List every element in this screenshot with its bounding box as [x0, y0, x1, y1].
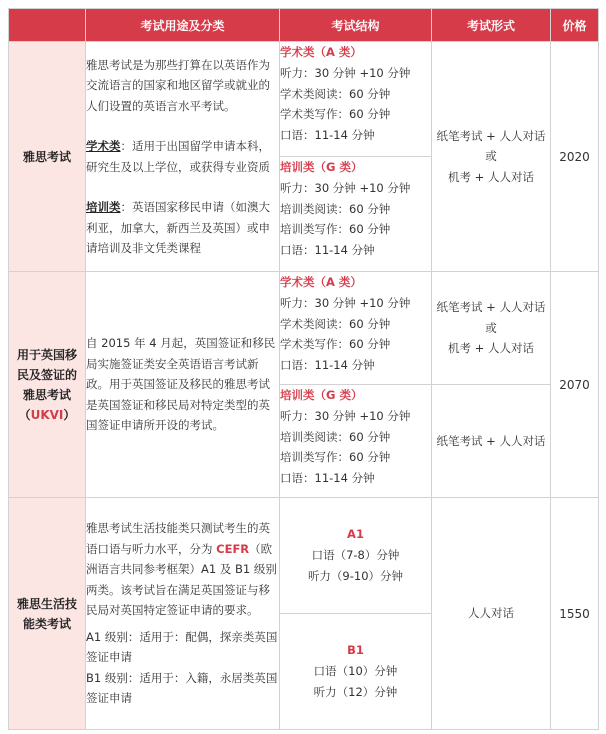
use-intro: 雅思考试生活技能类只测试考生的英语口语与听力水平，分为 CEFR（欧洲语言共同参考框架）A1 及 B1 级别两类。该考试旨在满足英国签证与移民局对英国特定签证申请的要求。 [86, 521, 277, 618]
structure-b1: B1 口语（10）分钟 听力（12）分钟 [280, 614, 432, 730]
ukvi-label: UKVI [30, 407, 64, 422]
structure-academic: 学术类（A 类） 听力：30 分钟 +10 分钟 学术类阅读：60 分钟 学术类写作：60 分钟 口语：11-14 分钟 [280, 42, 432, 157]
structure-general: 培训类（G 类） 听力：30 分钟 +10 分钟 培训类阅读：60 分钟 培训类写作：60 分钟 口语：11-14 分钟 [280, 157, 432, 272]
use-academic: 学术类：适用于出国留学申请本科，研究生及以上学位，或获得专业资质 [86, 139, 270, 174]
header-name [9, 9, 86, 42]
exam-format: 人人对话 [432, 498, 551, 730]
exam-table [8, 8, 599, 730]
header-row [9, 9, 599, 42]
header-structure: 考试结构 [280, 9, 432, 42]
exam-price: 2070 [551, 272, 599, 498]
header-price: 价格 [551, 9, 599, 42]
table-row [9, 42, 599, 157]
header-use: 考试用途及分类 [86, 9, 280, 42]
use-b1: B1 级别：适用于：入籍，永居类英国签证申请 [86, 670, 278, 706]
exam-name: 用于英国移 民及签证的 雅思考试 （UKVI） [9, 272, 86, 498]
exam-use [86, 498, 280, 730]
table-row [9, 498, 599, 614]
exam-use: 自 2015 年 4 月起，英国签证和移民局实施签证类安全英语语言考试新政。用于英国签证及移民的雅思考试是英国签证和移民局对特定类型的英国签证申请所开设的考试。 [86, 272, 280, 498]
header-format: 考试形式 [432, 9, 551, 42]
structure-academic: 学术类（A 类） 听力：30 分钟 +10 分钟 学术类阅读：60 分钟 学术类写作：60 分钟 口语：11-14 分钟 [280, 272, 432, 385]
exam-name: 雅思生活技 能类考试 [9, 498, 86, 730]
exam-format: 纸笔考试 + 人人对话 或 机考 + 人人对话 [432, 42, 551, 272]
exam-name: 雅思考试 [9, 42, 86, 272]
use-intro: 雅思考试是为那些打算在以英语作为交流语言的国家和地区留学或就业的人们设置的英语言水平考试。 [86, 57, 270, 113]
exam-format: 纸笔考试 + 人人对话 或 机考 + 人人对话 [432, 272, 551, 385]
exam-price: 2020 [551, 42, 599, 272]
exam-format: 纸笔考试 + 人人对话 [432, 385, 551, 498]
exam-price: 1550 [551, 498, 599, 730]
table-row [9, 272, 599, 385]
structure-a1: A1 口语（7-8）分钟 听力（9-10）分钟 [280, 498, 432, 614]
cefr-label: CEFR [216, 541, 250, 556]
structure-general: 培训类（G 类） 听力：30 分钟 +10 分钟 培训类阅读：60 分钟 培训类写作：60 分钟 口语：11-14 分钟 [280, 385, 432, 498]
use-general: 培训类：英语国家移民申请（如澳大利亚，加拿大，新西兰及英国）或申请培训及非文凭类课程 [86, 200, 270, 255]
exam-use [86, 42, 280, 272]
use-a1: A1 级别：适用于：配偶，探亲类英国签证申请 [86, 629, 278, 665]
